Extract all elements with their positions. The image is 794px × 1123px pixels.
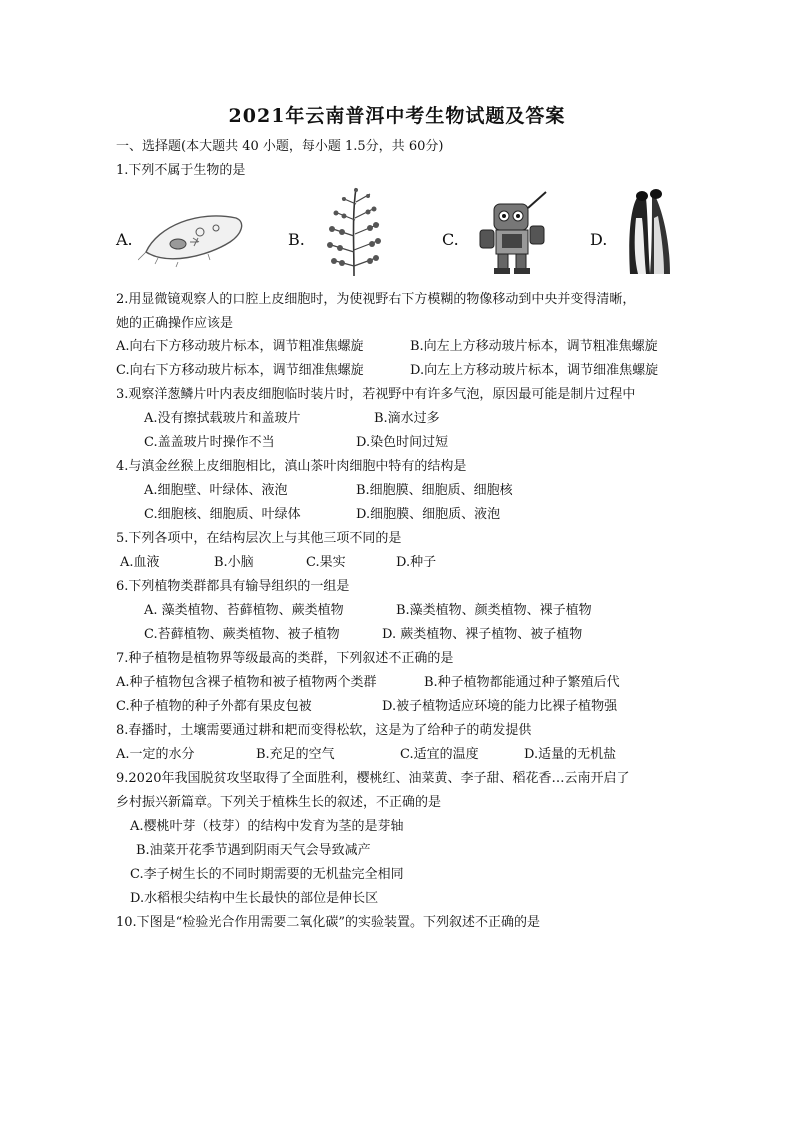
q7-option-b: B.种子植物都能通过种子繁殖后代: [424, 675, 620, 690]
q6-stem: 6.下列植物类群都具有输导组织的一组是: [116, 579, 350, 594]
q2-option-b: B.向左上方移动玻片标本，调节粗准焦螺旋: [410, 339, 658, 354]
q8-option-a: A.一定的水分: [116, 747, 195, 762]
q1-option-d: [590, 186, 680, 276]
q4-option-c: C.细胞核、细胞质、叶绿体: [144, 507, 301, 522]
q1-image-row: [116, 186, 676, 276]
q1-stem: 1.下列不属于生物的是: [116, 163, 246, 178]
q2-option-c: C.向右下方移动玻片标本，调节细准焦螺旋: [116, 363, 364, 378]
q1-option-c: [442, 186, 562, 276]
q5-option-b: B.小脑: [214, 555, 254, 570]
penguin-image: [624, 188, 676, 276]
q1-label-b: B.: [288, 230, 305, 249]
q2-option-d: D.向左上方移动玻片标本，调节细准焦螺旋: [410, 363, 659, 378]
q7-option-d: D.被子植物适应环境的能力比裸子植物强: [382, 699, 618, 714]
q9-option-b: B.油菜开花季节遇到阴雨天气会导致减产: [136, 843, 371, 858]
q6-option-a: A. 藻类植物、苔藓植物、蕨类植物: [144, 603, 344, 618]
paramecium-image: [138, 208, 248, 268]
q1-option-b: [288, 186, 408, 276]
fern-image: [314, 186, 394, 278]
q7-option-a: A.种子植物包含裸子植物和被子植物两个类群: [116, 675, 377, 690]
q6-option-c: C.苔藓植物、蕨类植物、被子植物: [144, 627, 340, 642]
page-title: 2021年云南普洱中考生物试题及答案: [228, 105, 566, 127]
q9-option-c: C.李子树生长的不同时期需要的无机盐完全相同: [130, 867, 404, 882]
q3-stem: 3.观察洋葱鳞片叶内表皮细胞临时装片时，若视野中有许多气泡，原因最可能是制片过程中: [116, 387, 636, 402]
q4-stem: 4.与滇金丝猴上皮细胞相比，滇山茶叶肉细胞中特有的结构是: [116, 459, 467, 474]
q1-label-c: C.: [442, 230, 459, 249]
q7-option-c: C.种子植物的种子外都有果皮包被: [116, 699, 312, 714]
q8-option-c: C.适宜的温度: [400, 747, 479, 762]
q5-stem: 5.下列各项中，在结构层次上与其他三项不同的是: [116, 531, 402, 546]
q4-option-d: D.细胞膜、细胞质、液泡: [356, 507, 501, 522]
q1-option-a: [116, 186, 246, 276]
q3-option-b: B.滴水过多: [374, 411, 440, 426]
q9-stem-line2: 乡村振兴新篇章。下列关于植株生长的叙述，不正确的是: [116, 795, 442, 810]
q4-option-a: A.细胞壁、叶绿体、液泡: [144, 483, 288, 498]
section-heading: 一、选择题(本大题共 40 小题，每小题 1.5分，共 60分): [116, 139, 444, 154]
q3-option-d: D.染色时间过短: [356, 435, 449, 450]
q3-option-c: C.盖盖玻片时操作不当: [144, 435, 275, 450]
q9-option-a: A.樱桃叶芽（枝芽）的结构中发育为茎的是芽轴: [130, 819, 404, 834]
q3-option-a: A.没有擦拭载玻片和盖玻片: [144, 411, 301, 426]
q5-option-a: A.血液: [120, 555, 160, 570]
q8-option-b: B.充足的空气: [256, 747, 335, 762]
q7-stem: 7.种子植物是植物界等级最高的类群，下列叙述不正确的是: [116, 651, 454, 666]
q9-option-d: D.水稻根尖结构中生长最快的部位是伸长区: [130, 891, 379, 906]
q10-stem: 10.下图是“检验光合作用需要二氧化碳”的实验装置。下列叙述不正确的是: [116, 915, 540, 930]
q1-label-d: D.: [590, 230, 608, 249]
q5-option-d: D.种子: [396, 555, 437, 570]
robot-image: [472, 190, 556, 276]
q6-option-d: D. 蕨类植物、裸子植物、被子植物: [382, 627, 583, 642]
q8-option-d: D.适量的无机盐: [524, 747, 617, 762]
q5-option-c: C.果实: [306, 555, 346, 570]
q2-option-a: A.向右下方移动玻片标本，调节粗准焦螺旋: [116, 339, 364, 354]
q6-option-b: B.藻类植物、颜类植物、裸子植物: [396, 603, 592, 618]
q2-stem-line2: 她的正确操作应该是: [116, 316, 234, 331]
q2-stem-line1: 2.用显微镜观察人的口腔上皮细胞时，为使视野右下方模糊的物像移动到中央并变得清晰，: [116, 292, 636, 307]
q4-option-b: B.细胞膜、细胞质、细胞核: [356, 483, 513, 498]
q1-label-a: A.: [116, 230, 133, 249]
q9-stem-line1: 9.2020年我国脱贫攻坚取得了全面胜利，樱桃红、油菜黄、李子甜、稻花香…云南开启了: [116, 771, 630, 786]
q8-stem: 8.春播时，土壤需要通过耕和耙而变得松软，这是为了给种子的萌发提供: [116, 723, 532, 738]
